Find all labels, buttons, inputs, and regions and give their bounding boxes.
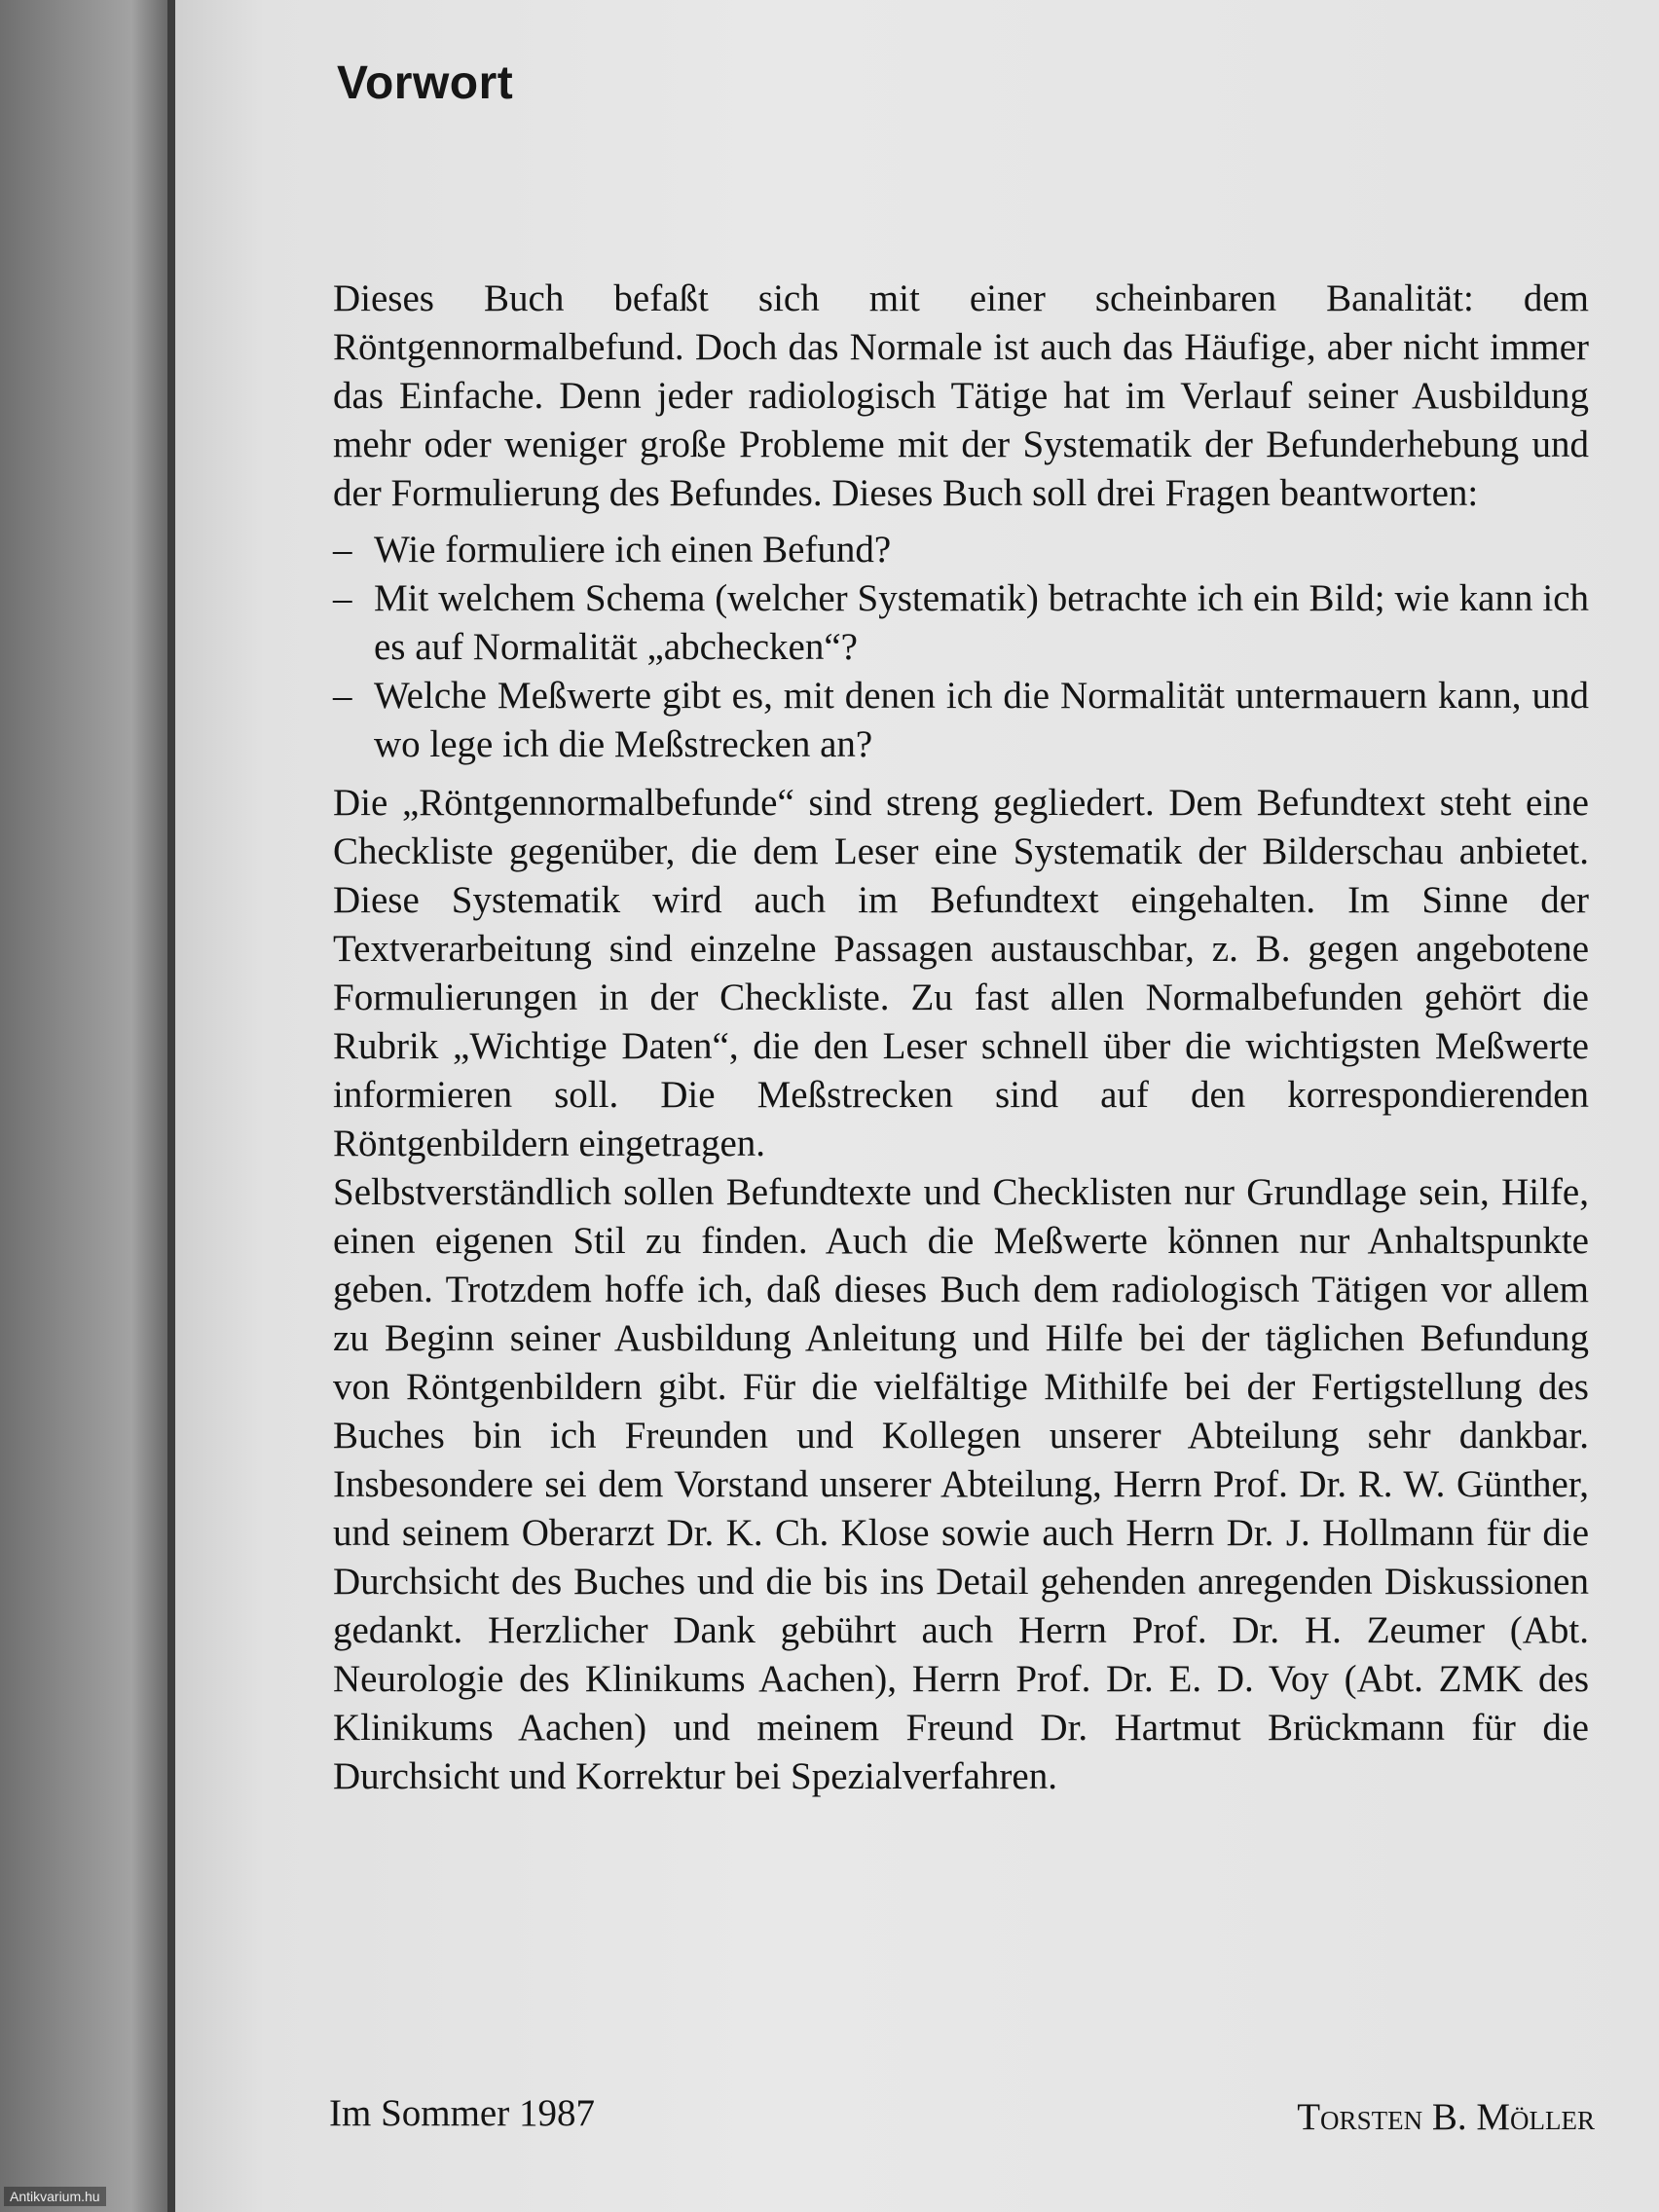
book-page <box>175 0 1659 2212</box>
list-item <box>333 672 1589 769</box>
dash-bullet: – <box>333 675 352 717</box>
acknowledgement-paragraph: Selbstverständlich sollen Befundtexte und Checklisten nur Grundlage sein, Hilfe, einen eigenen Stil zu finden. Auch die Meßwerte können nur Anhaltspunkte geben. Trotzdem hoffe ich, daß dieses Buch dem radiologisch Tätigen vor allem zu Beginn seiner Ausbildung Anleitung und Hilfe bei der täglichen Befundung von Röntgenbildern gibt. Für die vielfältige Mithilfe bei der Fertigstellung des Buches bin ich Freunden und Kollegen unserer Abteilung sehr dankbar. Insbesondere sei dem Vorstand unserer Abteilung, Herrn Prof. Dr. R. W. Günther, und seinem Oberarzt Dr. K. Ch. Klose sowie auch Herrn Dr. J. Hollmann für die Durchsicht des Buches und die bis ins Detail gehenden anregenden Diskussionen gedankt. Herzlicher Dank gebührt auch Herrn Prof. Dr. H. Zeumer (Abt. Neurologie des Klinikums Aachen), Herrn Prof. Dr. E. D. Voy (Abt. ZMK des Klinikums Aachen) und meinem Freund Dr. Hartmut Brückmann für die Durchsicht und Korrektur bei Spezialverfahren. <box>333 1171 1589 1797</box>
intro-paragraph: Dieses Buch befaßt sich mit einer scheinbaren Banalität: dem Röntgennormalbefund. Doch das Normale ist auch das Häufige, aber nicht immer das Einfache. Denn jeder radiologisch Tätige hat im Verlauf seiner Ausbildung mehr oder weniger große Probleme mit der Systematik der Befunderhebung und der Formulierung des Befundes. Dieses Buch soll drei Fragen beantworten: <box>333 277 1589 514</box>
question-text: Wie formuliere ich einen Befund? <box>374 529 892 571</box>
list-item <box>333 526 1589 574</box>
dash-bullet: – <box>333 529 352 571</box>
author-name: Torsten B. Möller <box>1297 2096 1595 2138</box>
left-page-edge <box>0 0 175 2212</box>
question-list <box>333 526 1589 769</box>
question-text: Mit welchem Schema (welcher Systematik) betrachte ich ein Bild; wie kann ich es auf Normalität „abchecken“? <box>374 577 1589 668</box>
dash-bullet: – <box>333 577 352 619</box>
question-text: Welche Meßwerte gibt es, mit denen ich die Normalität untermauern kann, und wo lege ich die Meßstrecken an? <box>374 675 1589 765</box>
watermark-text: Antikvarium.hu <box>4 2187 106 2206</box>
preface-body <box>333 275 1589 1801</box>
date-text: Im Sommer 1987 <box>329 2092 595 2134</box>
page-gutter <box>167 0 175 2212</box>
list-item <box>333 574 1589 672</box>
structure-paragraph: Die „Röntgennormalbefunde“ sind streng gegliedert. Dem Befundtext steht eine Checkliste gegenüber, die dem Leser eine Systematik der Bilderschau anbietet. Diese Systematik wird auch im Befundtext eingehalten. Im Sinne der Textverarbeitung sind einzelne Passagen austauschbar, z. B. gegen angebotene Formulierungen in der Checkliste. Zu fast allen Normalbefunden gehört die Rubrik „Wichtige Daten“, die den Leser schnell über die wichtigsten Meßwerte informieren soll. Die Meßstrecken sind auf den korrespondierenden Röntgenbildern eingetragen. <box>333 782 1589 1164</box>
page-title: Vorwort <box>337 57 514 109</box>
